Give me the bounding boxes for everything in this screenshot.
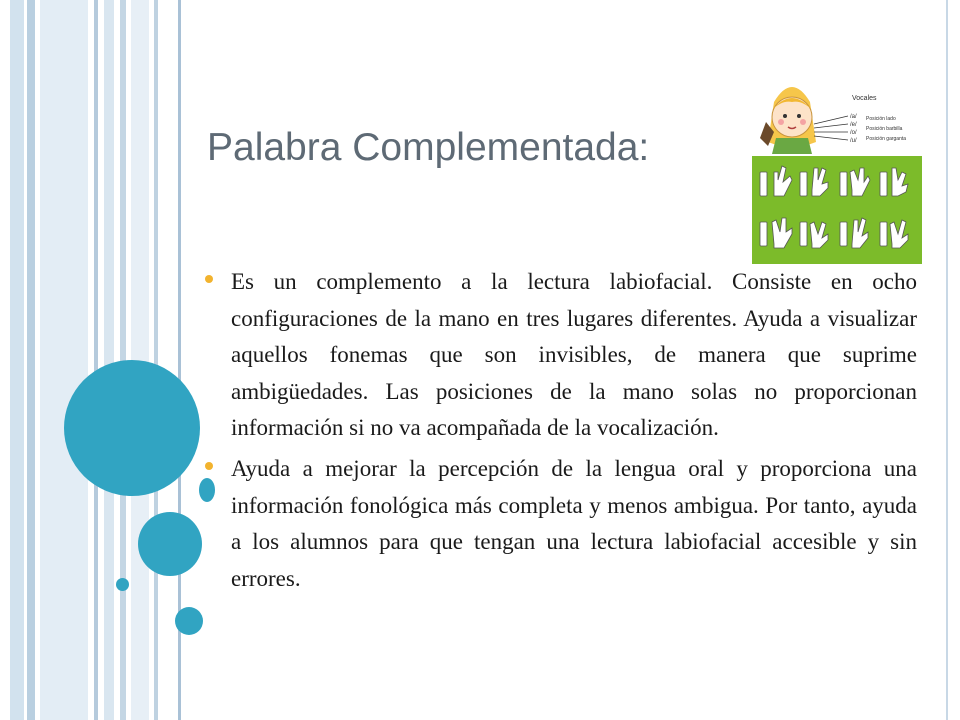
position-side: Posición lado [866,116,896,122]
decorative-circle-medium [138,512,202,576]
decorative-circle-dot [116,578,129,591]
right-border-rule [946,0,948,720]
decorative-stripes [0,0,185,720]
slide-title: Palabra Complementada: [207,126,650,169]
bullet-text: Es un complemento a la lectura labiofacial. Consiste en ocho configuraciones de la mano en tres lugares diferentes. Ayuda a visualizar aquellos fonemas que son invisibles, de manera que suprime ambigüedades. Las posiciones de la mano solas no proporcionan información si no va acompañada de la vocalización. [231,269,917,441]
bullet-text: Ayuda a mejorar la percepción de la lengua oral y proporciona una información fonológica más completa y menos ambigua. Por tanto, ayuda a los alumnos para que tengan una lectura labiofacial accesible y sin errores. [231,455,917,591]
bullet-dot-icon [205,275,213,283]
position-chin: Posición barbilla [866,126,903,132]
cued-speech-illustration [752,72,922,264]
decorative-circle-large [64,360,200,496]
bullet-list [205,264,917,601]
vowels-heading: Vocales [852,95,877,102]
decorative-circle-small [175,607,203,635]
position-throat: Posición garganta [866,136,907,142]
bullet-item [205,264,917,447]
vowel-u: /u/ [850,138,857,144]
bullet-dot-icon [205,462,213,470]
bullet-item [205,451,917,597]
vowel-a: /a/ [850,114,857,120]
vowel-o: /o/ [850,130,857,136]
vowel-e: /e/ [850,122,857,128]
